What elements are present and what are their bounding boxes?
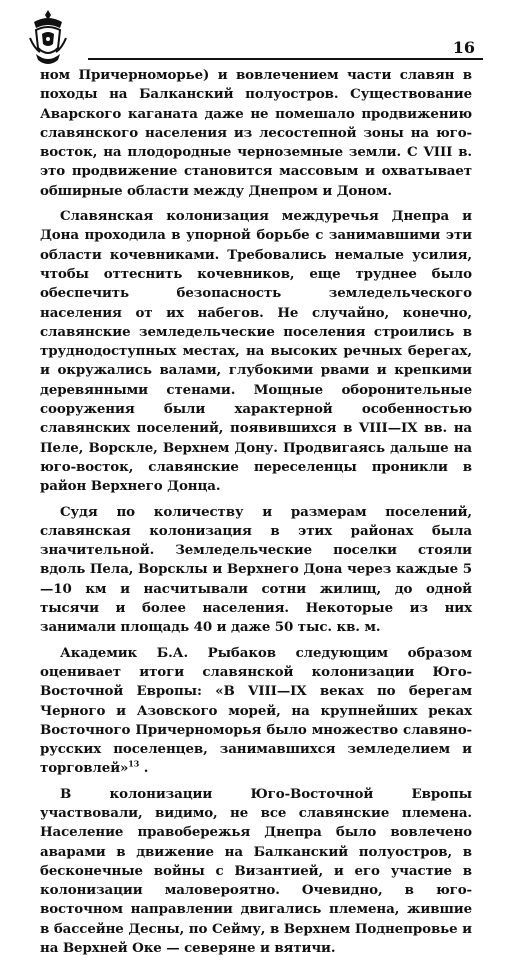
page-header xyxy=(0,0,513,70)
paragraph-1: ном Причерноморье) и вовлечением части славян в походы на Балканский полуостров. Существование Аварского каганата даже не помешало продвижению славянского населения из лесостепной зоны на юго-восток, на плодородные черноземные земли. С VIII в. это продвижение становится массовым и охватывает обширные области между Днепром и Доном. xyxy=(40,67,472,199)
page-number: 16 xyxy=(449,38,479,57)
quote-end: . xyxy=(139,760,149,777)
paragraph-3: Судя по количеству и размерам поселений, славянская колонизация в этих районах была значительной. Земледельческие поселки стояли вдоль Пела, Ворсклы и Верхнего Дона через каждые 5—10 км и насчитывали сотни жилищ, до одной тысячи и более населения. Некоторые из них занимали площадь 40 и даже 50 тыс. кв. м. xyxy=(40,503,472,636)
page-body xyxy=(40,66,472,964)
paragraph-4 xyxy=(40,644,472,779)
footnote-ref[interactable]: 13 xyxy=(128,758,140,769)
header-rule xyxy=(88,58,483,60)
heraldic-emblem-icon xyxy=(26,8,70,68)
quote-text: Академик Б.А. Рыбаков следующим образом оценивает итоги славянской колонизации Юго-Восточной Европы: «В VIII—IX веках по берегам Черного и Азовского морей, на крупнейших реках Восточного Причерноморья было множество славяно-русских поселенцев, занимавшихся земледелием и торговлей» xyxy=(40,644,472,777)
paragraph-5: В колонизации Юго-Восточной Европы участвовали, видимо, не все славянские племена. Население правобережья Днепра было вовлечено аварами в движение на Балканский полуостров, в бесконечные войны с Византией, и его участие в колонизации маловероятно. Очевидно, в юго-восточном направлении двигались племена, жившие в бассейне Десны, по Сейму, в Верхнем Поднепровье и на Верхней Оке — северяне и вятичи. xyxy=(40,785,472,957)
paragraph-2: Славянская колонизация междуречья Днепра и Дона проходила в упорной борьбе с занимавшими эти области кочевниками. Требовались немалые усилия, чтобы оттеснить кочевников, еще труднее было обеспечить безопасность земледельческого населения от их набегов. Не случайно, конечно, славянские земледельческие поселения строились в труднодоступных местах, на высоких речных берегах, и окружались валами, глубокими рвами и крепкими деревянными стенами. Мощные оборонительные сооружения были характерной особенностью славянских поселений, появившихся в VIII—IX вв. на Пеле, Ворскле, Верхнем Дону. Продвигаясь дальше на юго-восток, славянские переселенцы проникли в район Верхнего Донца. xyxy=(40,208,472,495)
